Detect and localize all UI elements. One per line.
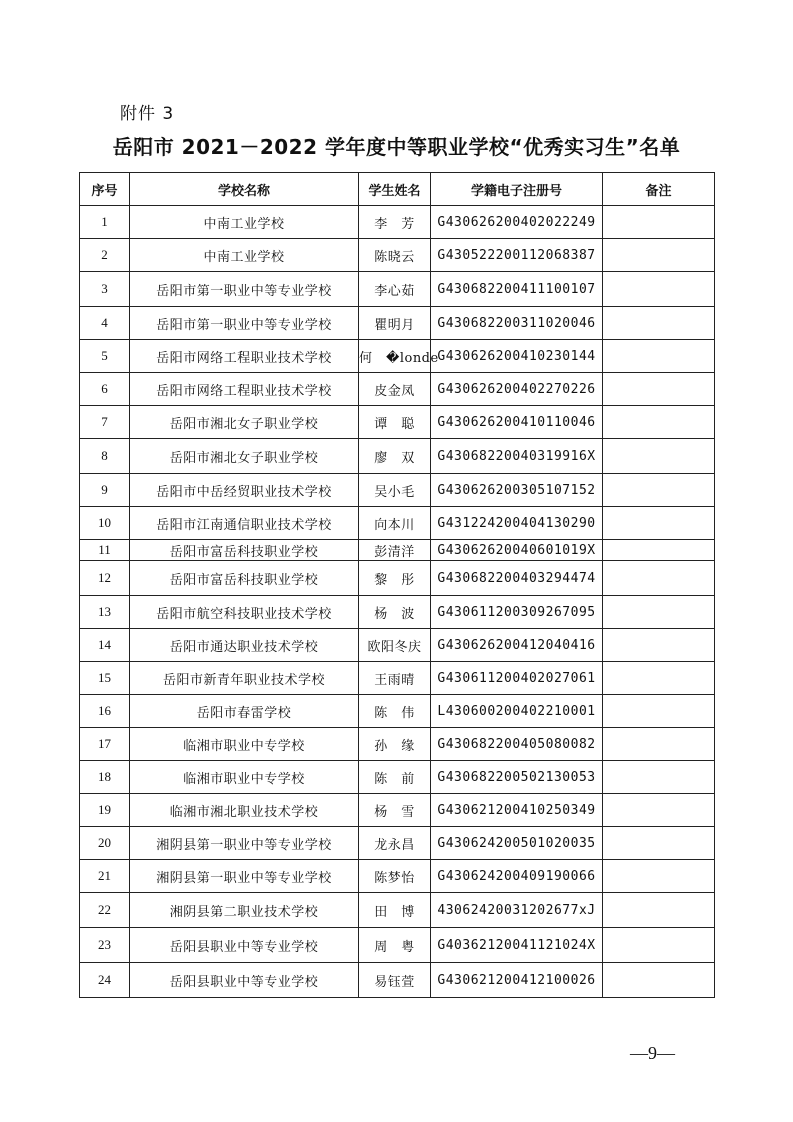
cell-remarks [603, 662, 715, 695]
cell-index: 12 [80, 561, 130, 596]
cell-index: 20 [80, 827, 130, 860]
cell-registration-id: G430626200402022249 [431, 206, 603, 239]
cell-registration-id: G430682200405080082 [431, 728, 603, 761]
cell-school: 岳阳市第一职业中等专业学校 [130, 307, 359, 340]
cell-remarks [603, 728, 715, 761]
table-row [80, 439, 715, 474]
cell-index: 8 [80, 439, 130, 474]
cell-school: 中南工业学校 [130, 239, 359, 272]
cell-school: 临湘市职业中专学校 [130, 728, 359, 761]
cell-registration-id: G431224200404130290 [431, 507, 603, 540]
table-row [80, 695, 715, 728]
table-row [80, 860, 715, 893]
cell-remarks [603, 893, 715, 928]
cell-registration-id: 43062420031202677xJ [431, 893, 603, 928]
attachment-label: 附件 3 [120, 104, 175, 124]
cell-index: 15 [80, 662, 130, 695]
cell-index: 22 [80, 893, 130, 928]
cell-index: 3 [80, 272, 130, 307]
cell-student-name: 陈 前 [359, 761, 431, 794]
cell-registration-id: G430522200112068387 [431, 239, 603, 272]
cell-index: 5 [80, 340, 130, 373]
cell-index: 6 [80, 373, 130, 406]
cell-student-name: 杨 雪 [359, 794, 431, 827]
cell-index: 24 [80, 963, 130, 998]
cell-remarks [603, 629, 715, 662]
cell-school: 岳阳市江南通信职业技术学校 [130, 507, 359, 540]
table-header-row [80, 173, 715, 206]
cell-remarks [603, 307, 715, 340]
cell-index: 19 [80, 794, 130, 827]
cell-registration-id: G430626200410110046 [431, 406, 603, 439]
cell-student-name: 欧阳冬庆 [359, 629, 431, 662]
cell-school: 湘阴县第一职业中等专业学校 [130, 827, 359, 860]
cell-school: 岳阳市新青年职业技术学校 [130, 662, 359, 695]
table-row [80, 963, 715, 998]
table-row [80, 373, 715, 406]
cell-student-name: 田 博 [359, 893, 431, 928]
cell-index: 16 [80, 695, 130, 728]
cell-student-name: 王雨晴 [359, 662, 431, 695]
cell-school: 岳阳市湘北女子职业学校 [130, 406, 359, 439]
table-row [80, 728, 715, 761]
cell-registration-id: G430682200411100107 [431, 272, 603, 307]
cell-student-name: 皮金凤 [359, 373, 431, 406]
cell-index: 17 [80, 728, 130, 761]
cell-remarks [603, 239, 715, 272]
table-row [80, 928, 715, 963]
cell-school: 岳阳市湘北女子职业学校 [130, 439, 359, 474]
cell-student-name: 廖 双 [359, 439, 431, 474]
cell-student-name: 谭 聪 [359, 406, 431, 439]
table-row [80, 893, 715, 928]
cell-school: 岳阳市富岳科技职业学校 [130, 561, 359, 596]
table-row [80, 794, 715, 827]
cell-remarks [603, 561, 715, 596]
cell-index: 9 [80, 474, 130, 507]
cell-index: 2 [80, 239, 130, 272]
cell-index: 23 [80, 928, 130, 963]
cell-student-name: 吴小毛 [359, 474, 431, 507]
cell-student-name: 李 芳 [359, 206, 431, 239]
cell-remarks [603, 827, 715, 860]
table-row [80, 474, 715, 507]
table-row [80, 406, 715, 439]
cell-registration-id: G430611200309267095 [431, 596, 603, 629]
cell-school: 岳阳市通达职业技术学校 [130, 629, 359, 662]
cell-index: 14 [80, 629, 130, 662]
cell-school: 岳阳县职业中等专业学校 [130, 963, 359, 998]
cell-school: 临湘市湘北职业技术学校 [130, 794, 359, 827]
cell-registration-id: G430624200501020035 [431, 827, 603, 860]
cell-registration-id: G430621200410250349 [431, 794, 603, 827]
cell-remarks [603, 761, 715, 794]
table-row [80, 507, 715, 540]
cell-student-name: 向本川 [359, 507, 431, 540]
cell-remarks [603, 272, 715, 307]
cell-index: 10 [80, 507, 130, 540]
cell-student-name: 周 粤 [359, 928, 431, 963]
cell-registration-id: L430600200402210001 [431, 695, 603, 728]
cell-student-name: 黎 彤 [359, 561, 431, 596]
cell-registration-id: G43062620040601019X [431, 540, 603, 561]
cell-remarks [603, 695, 715, 728]
cell-remarks [603, 206, 715, 239]
cell-remarks [603, 507, 715, 540]
cell-student-name: 易钰萱 [359, 963, 431, 998]
table-row [80, 540, 715, 561]
cell-school: 岳阳县职业中等专业学校 [130, 928, 359, 963]
cell-remarks [603, 439, 715, 474]
cell-student-name: 陈晓云 [359, 239, 431, 272]
cell-index: 4 [80, 307, 130, 340]
cell-school: 岳阳市第一职业中等专业学校 [130, 272, 359, 307]
column-header-student-name: 学生姓名 [359, 173, 431, 206]
cell-student-name: 龙永昌 [359, 827, 431, 860]
cell-student-name: 瞿明月 [359, 307, 431, 340]
cell-registration-id: G40362120041121024X [431, 928, 603, 963]
table-row [80, 340, 715, 373]
cell-school: 岳阳市春雷学校 [130, 695, 359, 728]
cell-index: 11 [80, 540, 130, 561]
cell-registration-id: G430626200410230144 [431, 340, 603, 373]
cell-remarks [603, 474, 715, 507]
cell-remarks [603, 794, 715, 827]
cell-student-name: 杨 波 [359, 596, 431, 629]
cell-school: 湘阴县第二职业技术学校 [130, 893, 359, 928]
table-row [80, 206, 715, 239]
table-row [80, 761, 715, 794]
table-row [80, 561, 715, 596]
table-row [80, 307, 715, 340]
document-title: 岳阳市 2021－2022 学年度中等职业学校“优秀实习生”名单 [112, 135, 681, 159]
student-roster-table [79, 172, 715, 998]
cell-index: 18 [80, 761, 130, 794]
column-header-index: 序号 [80, 173, 130, 206]
cell-school: 岳阳市网络工程职业技术学校 [130, 340, 359, 373]
cell-index: 21 [80, 860, 130, 893]
column-header-remarks: 备注 [603, 173, 715, 206]
cell-student-name: 何 �londe [359, 340, 431, 373]
cell-registration-id: G430682200403294474 [431, 561, 603, 596]
cell-student-name: 陈 伟 [359, 695, 431, 728]
cell-school: 临湘市职业中专学校 [130, 761, 359, 794]
cell-student-name: 李心茹 [359, 272, 431, 307]
table-row [80, 827, 715, 860]
cell-registration-id: G43068220040319916X [431, 439, 603, 474]
cell-remarks [603, 963, 715, 998]
cell-remarks [603, 860, 715, 893]
cell-registration-id: G430626200402270226 [431, 373, 603, 406]
cell-student-name: 孙 缘 [359, 728, 431, 761]
cell-remarks [603, 596, 715, 629]
cell-remarks [603, 540, 715, 561]
cell-remarks [603, 406, 715, 439]
cell-school: 中南工业学校 [130, 206, 359, 239]
cell-student-name: 彭清洋 [359, 540, 431, 561]
cell-school: 岳阳市航空科技职业技术学校 [130, 596, 359, 629]
cell-remarks [603, 373, 715, 406]
cell-school: 岳阳市网络工程职业技术学校 [130, 373, 359, 406]
table-row [80, 662, 715, 695]
cell-index: 1 [80, 206, 130, 239]
column-header-registration-id: 学籍电子注册号 [431, 173, 603, 206]
table-row [80, 629, 715, 662]
cell-school: 岳阳市富岳科技职业学校 [130, 540, 359, 561]
cell-registration-id: G430624200409190066 [431, 860, 603, 893]
cell-registration-id: G430626200305107152 [431, 474, 603, 507]
cell-school: 湘阴县第一职业中等专业学校 [130, 860, 359, 893]
cell-registration-id: G430682200311020046 [431, 307, 603, 340]
cell-remarks [603, 928, 715, 963]
cell-student-name: 陈梦怡 [359, 860, 431, 893]
cell-school: 岳阳市中岳经贸职业技术学校 [130, 474, 359, 507]
cell-index: 7 [80, 406, 130, 439]
column-header-school: 学校名称 [130, 173, 359, 206]
cell-registration-id: G430611200402027061 [431, 662, 603, 695]
cell-remarks [603, 340, 715, 373]
table-row [80, 272, 715, 307]
page-number: —9— [630, 1043, 675, 1063]
table-row [80, 596, 715, 629]
cell-registration-id: G430626200412040416 [431, 629, 603, 662]
cell-registration-id: G430682200502130053 [431, 761, 603, 794]
cell-registration-id: G430621200412100026 [431, 963, 603, 998]
cell-index: 13 [80, 596, 130, 629]
table-body [80, 206, 715, 998]
table-row [80, 239, 715, 272]
